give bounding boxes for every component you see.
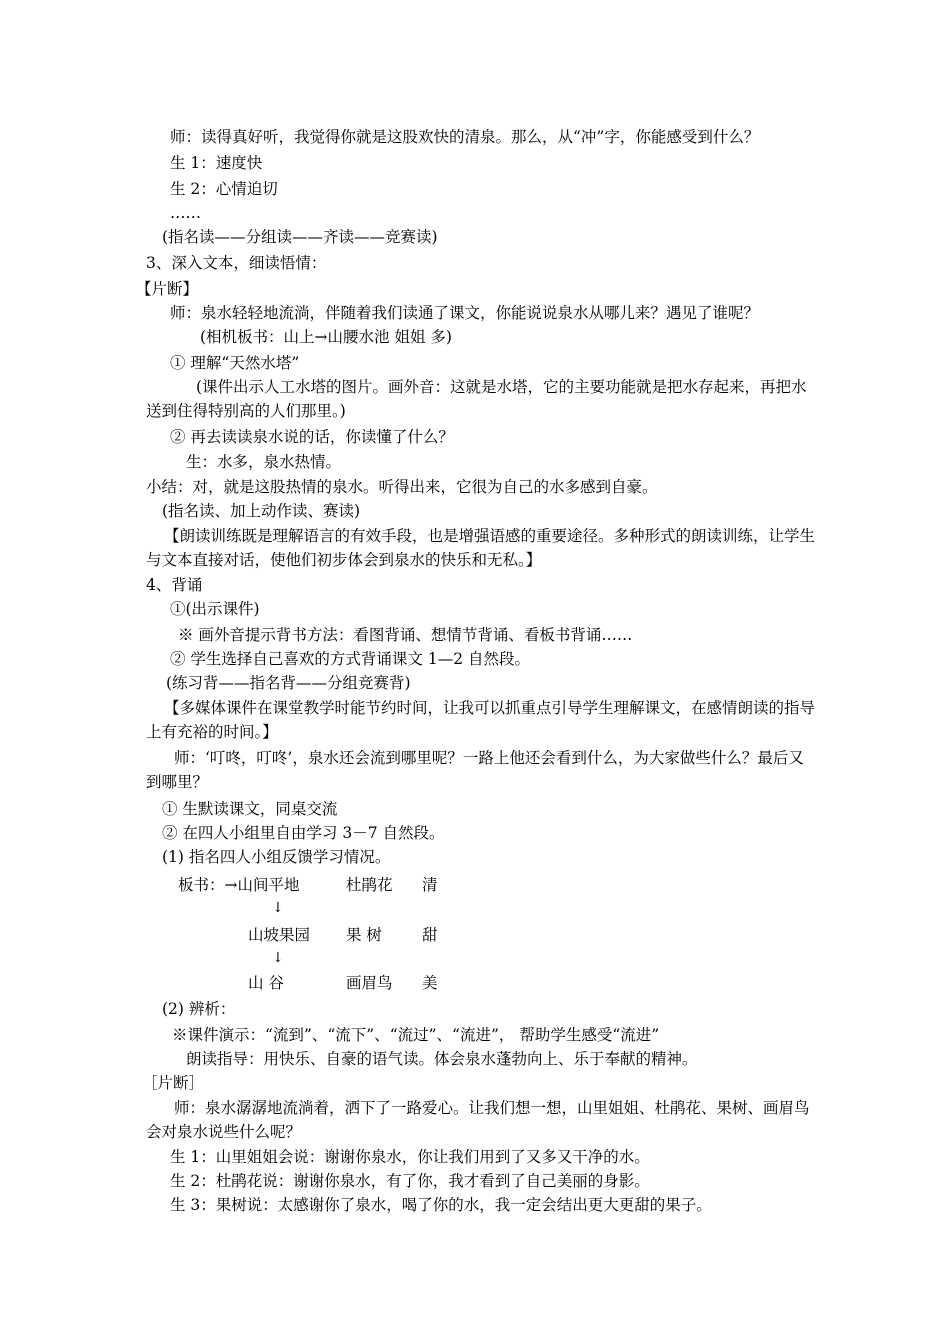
board-row-3-place: 山 谷 — [248, 974, 284, 992]
down-arrow-icon: ↓ — [272, 900, 284, 916]
comment-paragraph: 【多媒体课件在课堂教学时能节约时间，让我可以抓重点引导学生理解课文，在感情朗读的指导上有充裕的时间。】 — [146, 699, 816, 741]
section-heading: 4、背诵 — [146, 576, 203, 594]
text-line: 生 3：果树说：太感谢你了泉水，喝了你的水，我一定会结出更大更甜的果子。 — [170, 1196, 712, 1214]
text-line: ①(出示课件) — [170, 600, 260, 618]
board-row-2-tree: 果 树 — [346, 926, 382, 944]
text-line: ※课件演示：“流到”、“流下”、“流过”、“流进”， 帮助学生感受“流进” — [172, 1026, 660, 1044]
board-row-3-trait: 美 — [422, 974, 438, 992]
comment-paragraph: 【朗读训练既是理解语言的有效手段，也是增强语感的重要途径。多种形式的朗读训练，让学生与文本直接对话，使他们初步体会到泉水的快乐和无私。】 — [146, 527, 816, 569]
text-line: ② 在四人小组里自由学习 3－7 自然段。 — [162, 824, 445, 842]
text-line: 小结：对，就是这股热情的泉水。听得出来，它很为自己的水多感到自豪。 — [146, 478, 658, 496]
text-paragraph: (课件出示人工水塔的图片。画外音：这就是水塔，它的主要功能就是把水存起来，再把水送到住得特别高的人们那里。) — [146, 378, 807, 420]
text-line: 生 1：山里姐姐会说：谢谢你泉水，你让我们用到了又多又干净的水。 — [170, 1148, 650, 1166]
text-line: ※ 画外音提示背书方法：看图背诵、想情节背诵、看板书背诵…… — [178, 626, 633, 644]
board-row-2-place: 山坡果园 — [248, 926, 311, 944]
text-line: 生 1：速度快 — [170, 154, 263, 172]
text-line: ① 理解“天然水塔” — [170, 354, 300, 372]
segment-label: 【片断】 — [136, 280, 199, 298]
down-arrow-icon: ↓ — [272, 950, 284, 966]
text-line: ② 学生选择自己喜欢的方式背诵课文 1—2 自然段。 — [170, 650, 531, 668]
text-line: (2) 辨析： — [162, 1000, 236, 1018]
text-line: (练习背——指名背——分组竞赛背) — [166, 674, 411, 692]
board-row-1-label: 板书：→山间平地 — [178, 876, 300, 894]
text-paragraph: 师：‘叮咚，叮咚’，泉水还会流到哪里呢？一路上他还会看到什么，为大家做些什么？最后又到哪里？ — [146, 749, 804, 791]
text-paragraph: 师：泉水潺潺地流淌着，洒下了一路爱心。让我们想一想，山里姐姐、杜鹃花、果树、画眉鸟会对泉水说些什么呢？ — [146, 1099, 810, 1141]
text-line: (相机板书：山上→山腰水池 姐姐 多) — [200, 328, 452, 346]
text-line: 生：水多，泉水热情。 — [186, 453, 342, 471]
text-line: …… — [170, 204, 201, 222]
text-line: ① 生默读课文，同桌交流 — [162, 800, 338, 818]
board-row-3-bird: 画眉鸟 — [346, 974, 393, 992]
text-line: 生 2：杜鹃花说：谢谢你泉水，有了你，我才看到了自己美丽的身影。 — [170, 1172, 650, 1190]
board-row-1-flower: 杜鹃花 — [346, 876, 393, 894]
text-line: 朗读指导：用快乐、自豪的语气读。体会泉水蓬勃向上、乐于奉献的精神。 — [186, 1050, 698, 1068]
text-line: ② 再去读读泉水说的话，你读懂了什么？ — [170, 428, 454, 446]
section-heading: 3、深入文本，细读悟情： — [146, 254, 327, 272]
board-row-2-trait: 甜 — [422, 926, 438, 944]
text-line: 师：泉水轻轻地流淌，伴随着我们读通了课文，你能说说泉水从哪儿来？遇见了谁呢？ — [170, 304, 760, 322]
text-line: 生 2：心情迫切 — [170, 180, 278, 198]
text-line: 师：读得真好听，我觉得你就是这股欢快的清泉。那么，从“冲”字，你能感受到什么？ — [170, 128, 760, 146]
board-row-1-trait: 清 — [422, 876, 438, 894]
text-line: (1) 指名四人小组反馈学习情况。 — [162, 848, 391, 866]
text-line: (指名读、加上动作读、赛读) — [162, 502, 361, 520]
text-line: (指名读——分组读——齐读——竞赛读) — [162, 228, 438, 246]
segment-label: ［片断］ — [142, 1074, 205, 1092]
